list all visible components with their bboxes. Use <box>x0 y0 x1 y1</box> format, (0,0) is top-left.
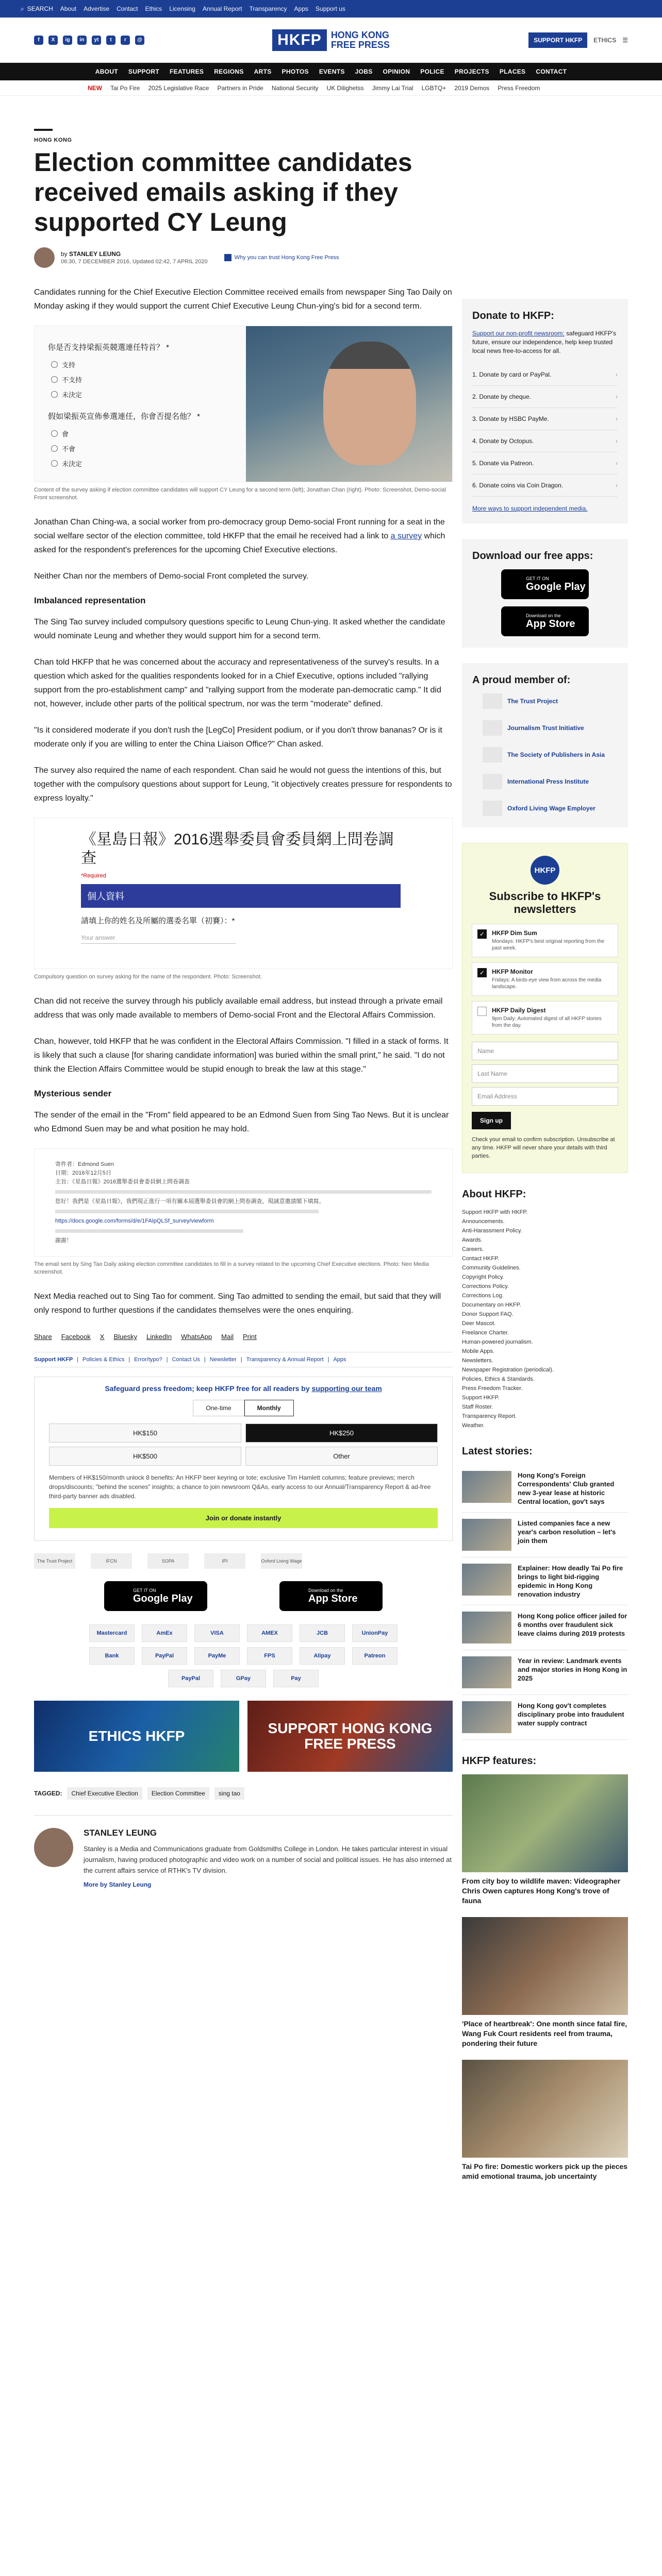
payment-logo: AmEx <box>142 1624 187 1642</box>
about-link[interactable]: Announcements. <box>462 1218 505 1225</box>
article-title: Election committee candidates received emails asking if they supported CY Leung <box>34 148 412 236</box>
payment-logo: AMEX <box>247 1624 292 1642</box>
checkbox-checked-icon[interactable]: ✓ <box>477 929 487 939</box>
donate-panel <box>462 299 628 523</box>
paragraph: The sender of the email in the "From" field appeared to be an Edmond Suen from Sing Tao News. But it is unclear who Edmond Suen may be and what position he may hold. <box>34 1111 449 1133</box>
donate-option[interactable]: 6. Donate coins via Coin Dragon. › <box>472 474 618 497</box>
feature-image <box>462 1774 628 1872</box>
share-facebook[interactable]: Facebook <box>61 1333 91 1341</box>
payment-logo: PayMe <box>194 1647 240 1665</box>
member-heading: A proud member of: <box>472 674 571 686</box>
about-link[interactable]: Newspaper Registration (periodical). <box>462 1367 554 1373</box>
search-icon: ⌕ <box>21 5 24 12</box>
nav-item[interactable]: CONTACT <box>536 68 567 75</box>
radio-icon <box>51 460 58 467</box>
last-name-input[interactable]: Last Name <box>472 1064 618 1083</box>
paragraph: Next Media reached out to Sing Tao for comment. Sing Tao admitted to sending the email, but said that they will only respond to further questions if the candidates themselves were the ones enquiring. <box>34 1292 441 1315</box>
about-link[interactable]: Support HKFP. <box>462 1395 500 1401</box>
trending-bar <box>0 80 662 96</box>
story-thumbnail <box>462 1612 511 1643</box>
about-link[interactable]: Support HKFP with HKFP. <box>462 1209 528 1215</box>
donate-options <box>472 364 618 497</box>
article-date: 06:30, 7 DECEMBER 2016, Updated 02:42, 7 APRIL 2020 <box>61 259 208 265</box>
newsletter-note: Check your email to confirm subscription. Unsubscribe at any time. HKFP will never share your details with third parties. <box>472 1137 615 1159</box>
utility-link[interactable]: About <box>60 5 77 12</box>
newsletter-logo: HKFP <box>531 856 559 885</box>
support-link[interactable]: Contact Us <box>172 1357 200 1363</box>
radio-icon <box>51 391 58 398</box>
paragraph: The Sing Tao survey included compulsory questions specific to Leung Chun-ying. It asked whether the candidate would nominate Leung and whether they would support him for a second term. <box>34 618 445 640</box>
nav-item[interactable]: EVENTS <box>319 68 345 75</box>
utility-links <box>60 5 345 12</box>
apps-panel <box>462 539 628 648</box>
donate-heading: Donate to HKFP: <box>472 310 554 321</box>
figure-caption: The email sent by Sing Tao Daily asking election committee candidates to fill in a survey related to the upcoming Chief Executive elections. Photo: Neo Media screenshot. <box>34 1261 429 1275</box>
nav-item[interactable]: OPINION <box>383 68 410 75</box>
google-play-button[interactable]: GET IT ON Google Play <box>104 1581 207 1611</box>
membership-panel <box>462 663 628 827</box>
app-store-row <box>34 1581 453 1611</box>
story-thumbnail <box>462 1471 511 1503</box>
payment-logo: Alipay <box>300 1647 345 1665</box>
portrait-subject <box>323 342 416 465</box>
latest-story[interactable]: Year in review: Landmark events and major stories in Hong Kong in 2025 <box>462 1650 628 1695</box>
more-ways-link[interactable]: More ways to support independent media. <box>472 505 588 512</box>
supporting-link[interactable]: supporting our team <box>311 1384 382 1393</box>
donate-option[interactable]: 3. Donate by HSBC PayMe. › <box>472 408 618 430</box>
sopa-logo[interactable]: SOPA <box>147 1553 189 1569</box>
email-input[interactable]: Email Address <box>472 1087 618 1106</box>
ifcn-logo[interactable]: IFCN <box>91 1553 132 1569</box>
tag[interactable]: Chief Executive Election <box>67 1787 142 1800</box>
paragraph: Candidates running for the Chief Executive Election Committee received emails from newspaper Sing Tao Daily on Monday asking if they would support the current Chief Executive Leung Chun-ying's bid for a second term. <box>34 288 452 311</box>
rss-icon[interactable]: r <box>121 36 130 45</box>
paragraph: Chan, however, told HKFP that he was confident in the Electoral Affairs Commission. "I filled in a stack of forms. It is likely that such a clause [for sharing candidate information] was buried within the small print," he said. "I do not think the Election Affairs Committee would be stupid enough to break the law at this stage." <box>34 1037 449 1074</box>
x-icon[interactable]: X <box>48 36 58 45</box>
about-link[interactable]: Human-powered journalism. <box>462 1339 533 1345</box>
utility-link[interactable]: Advertise <box>84 5 110 12</box>
trust-icon <box>224 254 231 261</box>
payment-logo: VISA <box>194 1624 240 1642</box>
payment-logo: JCB <box>300 1624 345 1642</box>
paragraph: Chan told HKFP that he was concerned about the accuracy and representativeness of the survey's results. In a question which asked for the qualities respondents looked for in a Chief Executive, options included "rallying support from the pro-establishment camp" and "rallying support from the moderate pan-democratic camp." It did not, however, include other parts of the political spectrum, nor was the term "moderate" defined. <box>34 658 441 708</box>
article-kicker[interactable]: HONG KONG <box>34 137 72 143</box>
author-name[interactable]: STANLEY LEUNG <box>69 250 121 258</box>
newsletter-signup <box>462 843 628 1173</box>
figure-caption: Compulsory question on survey asking for the name of the respondent. Photo: Screenshot. <box>34 974 262 980</box>
utility-link[interactable]: Transparency <box>249 5 287 12</box>
nav-item[interactable]: PHOTOS <box>282 68 309 75</box>
utility-link[interactable]: Apps <box>294 5 308 12</box>
donate-option[interactable]: 5. Donate via Patreon. › <box>472 452 618 474</box>
donate-widget <box>34 1377 453 1541</box>
paragraph: Jonathan Chan Ching-wa, a social worker from pro-democracy group Demo-social Front running for a seat in the social welfare sector of the election committee, told HKFP that the email he received had a link to a survey which asked for the respondent's preferences for the upcoming Chief Executive elections. <box>34 518 445 554</box>
author-name[interactable]: STANLEY LEUNG <box>84 1828 157 1838</box>
member-benefits: Members of HK$150/month unlock 8 benefits: An HKFP beer keyring or tote; exclusive Tim Hamlett columns; feature previews; merch drops/discounts; "behind the scenes" insights; a chance to join newsroom Q&As, early access to our Annual/Transparency Report & ad-free third-party banner ads disabled. <box>49 1474 431 1500</box>
trending-link[interactable]: 2019 Demos <box>454 84 490 92</box>
newsletter-heading: Subscribe to HKFP's newsletters <box>489 890 601 916</box>
latest-panel <box>462 1446 628 1740</box>
subheading: Mysterious sender <box>34 1089 112 1098</box>
nav-item[interactable]: SUPPORT <box>128 68 160 75</box>
nav-item[interactable]: REGIONS <box>214 68 244 75</box>
nav-item[interactable]: JOBS <box>355 68 373 75</box>
about-link[interactable]: Copyright Policy. <box>462 1274 504 1280</box>
utility-bar <box>0 0 662 18</box>
signup-button[interactable]: Sign up <box>472 1112 511 1129</box>
nav-item[interactable]: FEATURES <box>170 68 204 75</box>
about-heading: About HKFP: <box>462 1189 526 1200</box>
payment-logo: PayPal <box>168 1670 213 1687</box>
share-x[interactable]: X <box>100 1333 105 1341</box>
frequency-toggle <box>49 1400 438 1416</box>
social-links <box>34 36 189 45</box>
byline-text: by STANLEY LEUNG 06:30, 7 DECEMBER 2016, Updated 02:42, 7 APRIL 2020 <box>61 250 208 265</box>
newsletter-option[interactable]: ✓ HKFP Dim Sum Mondays: HKFP's best original reporting from the past week. <box>472 924 618 957</box>
author-bio: Stanley is a Media and Communications graduate from Goldsmiths College in London. He takes particular interest in visual journalism, having produced photographic and video work on a number of social and political issues. He has also interned at the current affairs service of RTHK's TV division. <box>84 1845 452 1874</box>
latest-story[interactable]: Explainer: How deadly Tai Po fire brings to light bid-rigging epidemic in Hong Kong renovation industry <box>462 1557 628 1605</box>
support-link[interactable]: Apps <box>333 1357 346 1363</box>
payment-methods <box>34 1624 453 1687</box>
about-link[interactable]: Press Freedom Tracker. <box>462 1385 523 1392</box>
survey-form-screenshot: 你是否支持梁振英競選連任特首？ * 支持 不支持 未決定 假如梁振英宣佈參選連任，你會否提名他？ * 會 不會 未決定 <box>35 326 246 482</box>
member-logo[interactable]: The Society of Publishers in Asia <box>483 747 618 762</box>
member-logo[interactable]: Oxford Living Wage Employer <box>483 801 618 816</box>
site-header <box>0 18 662 63</box>
feature-image <box>462 1917 628 2015</box>
share-mail[interactable]: Mail <box>221 1333 234 1341</box>
share-whatsapp[interactable]: WhatsApp <box>181 1333 212 1341</box>
one-time-option[interactable]: One-time <box>193 1400 244 1416</box>
email-screenshot: 寄件者：Edmond Suen 日期：2016年12月5日 主旨：《星島日報》2016選舉委員會委員網上問卷調查 您好！我們是《星島日報》，我們現正進行一項有關本屆選舉委員會的網上問卷調查，現誠意邀請閣下填寫。 https://docs.google.com/forms/d/e/1FAIpQLSf_survey/viewform 謝謝！ <box>34 1148 453 1257</box>
living-wage-logo[interactable]: Oxford Living Wage <box>261 1553 302 1569</box>
utility-link[interactable]: Licensing <box>169 5 195 12</box>
trust-project-logo[interactable]: The Trust Project <box>34 1553 75 1569</box>
payment-logo: FPS <box>247 1647 292 1665</box>
linkedin-icon[interactable]: in <box>77 36 87 45</box>
youtube-icon[interactable]: yt <box>92 36 101 45</box>
ethics-link[interactable]: ETHICS <box>593 36 617 44</box>
payment-logo: Bank <box>89 1647 135 1665</box>
paragraph: "Is it considered moderate if you don't rush the [LegCo] President podium, or if you don't throw bananas? Or is it moderate only if you are willing to enter the China Liaison Office?" Chan asked. <box>34 726 442 749</box>
donate-option[interactable]: 4. Donate by Octopus. › <box>472 430 618 452</box>
join-donate-button[interactable]: Join or donate instantly <box>49 1508 438 1528</box>
amount-option[interactable]: HK$500 <box>49 1447 241 1466</box>
ethics-banner[interactable]: ETHICS HKFP <box>34 1701 239 1772</box>
radio-icon <box>51 445 58 452</box>
support-link[interactable]: Support HKFP <box>34 1357 73 1363</box>
about-link[interactable]: Freelance Charter. <box>462 1330 509 1336</box>
story-thumbnail <box>462 1564 511 1596</box>
support-link[interactable]: Transparency & Annual Report <box>246 1357 324 1363</box>
radio-icon <box>51 430 58 437</box>
sidebar <box>462 299 628 2193</box>
utility-link[interactable]: Ethics <box>145 5 162 12</box>
share-print[interactable]: Print <box>242 1333 257 1341</box>
support-link[interactable]: Newsletter <box>209 1357 237 1363</box>
support-banner[interactable]: SUPPORT HONG KONG FREE PRESS <box>247 1701 453 1772</box>
more-by-author-link[interactable]: More by Stanley Leung <box>84 1881 152 1888</box>
donate-option[interactable]: 2. Donate by cheque. › <box>472 386 618 408</box>
payment-logo: Mastercard <box>89 1624 135 1642</box>
about-link[interactable]: Awards. <box>462 1237 483 1243</box>
story-thumbnail <box>462 1701 511 1733</box>
about-link[interactable]: Corrections Log. <box>462 1293 504 1299</box>
name-question-figure: 《星島日報》2016選舉委員會委員網上問卷調查 *Required 個人資料 請填上你的姓名及所屬的選委名單（初賽）：* Your answer <box>34 818 453 969</box>
latest-story[interactable]: Hong Kong's Foreign Correspondents' Club granted new 3-year lease at historic Central location, gov't says <box>462 1465 628 1513</box>
site-logo[interactable] <box>272 29 390 51</box>
author-card <box>34 1815 453 1888</box>
non-profit-link[interactable]: Support our non-profit newsroom: <box>472 330 565 337</box>
search-toggle[interactable]: ⌕ SEARCH <box>21 5 53 12</box>
trending-link[interactable]: Partners in Pride <box>217 84 263 92</box>
promo-banners <box>34 1701 453 1772</box>
payment-logo: GPay <box>221 1670 266 1687</box>
about-link[interactable]: Newsletters. <box>462 1358 493 1364</box>
trending-link[interactable]: UK Dilighetss <box>326 84 364 92</box>
app-store-button[interactable]: Download on the App Store <box>279 1581 383 1611</box>
share-linkedin[interactable]: LinkedIn <box>146 1333 172 1341</box>
utility-link[interactable]: Contact <box>117 5 138 12</box>
email-icon[interactable]: @ <box>135 36 144 45</box>
trending-link[interactable]: LGBTQ+ <box>421 84 446 92</box>
payment-logo: PayPal <box>142 1647 187 1665</box>
support-links: Support HKFP | Policies & Ethics | Error/typo? | Contact Us | Newsletter | Transparency & Annual Report | Apps <box>34 1352 453 1367</box>
nav-item[interactable]: ABOUT <box>95 68 118 75</box>
google-play-button[interactable]: GET IT ON Google Play <box>501 569 589 599</box>
main-nav <box>0 63 662 80</box>
member-logo[interactable]: The Trust Project <box>483 693 618 709</box>
tag-list <box>34 1787 453 1800</box>
checkbox-checked-icon[interactable]: ✓ <box>477 968 487 977</box>
logo-mark: HKFP <box>272 29 327 51</box>
trending-link[interactable]: Jimmy Lai Trial <box>372 84 413 92</box>
trending-link[interactable]: National Security <box>271 84 319 92</box>
support-link[interactable]: Error/typo? <box>134 1357 162 1363</box>
nav-item[interactable]: POLICE <box>420 68 444 75</box>
utility-link[interactable]: Support us <box>315 5 345 12</box>
about-link[interactable]: Transparency Report. <box>462 1413 517 1419</box>
first-name-input[interactable]: Name <box>472 1042 618 1060</box>
author-avatar[interactable] <box>34 1828 73 1867</box>
newsletter-option[interactable]: HKFP Daily Digest 9pm Daily: Automated digest of all HKFP stories from the day. <box>472 1001 618 1035</box>
radio-icon <box>51 376 58 383</box>
amount-options <box>49 1423 438 1466</box>
features-panel <box>462 1755 628 2181</box>
share-bluesky[interactable]: Bluesky <box>113 1333 137 1341</box>
member-logo[interactable]: Journalism Trust Initiative <box>483 720 618 736</box>
kicker-rule <box>34 129 53 131</box>
tag[interactable]: Election Committee <box>147 1787 209 1800</box>
amount-option[interactable]: HK$150 <box>49 1423 241 1443</box>
monthly-option[interactable]: Monthly <box>244 1400 294 1416</box>
trending-link[interactable]: Tai Po Fire <box>110 84 140 92</box>
about-link[interactable]: Community Guidelines. <box>462 1265 521 1271</box>
subheading: Imbalanced representation <box>34 596 146 605</box>
new-badge: NEW <box>88 84 102 92</box>
payment-logo: UnionPay <box>352 1624 398 1642</box>
story-thumbnail <box>462 1519 511 1551</box>
feature-story[interactable]: 'Place of heartbreak': One month since fatal fire, Wang Fuk Court residents reel from trauma, pondering their future <box>462 1917 628 2048</box>
paragraph: Chan did not receive the survey through his publicly available email address, but instead through a private email address that was only made available to members of Demo-social Front and the Electoral Affairs Commission. <box>34 997 443 1020</box>
about-link[interactable]: Corrections Policy. <box>462 1283 509 1290</box>
about-link[interactable]: Careers. <box>462 1246 484 1252</box>
share-bar <box>34 1333 453 1341</box>
byline <box>34 247 453 268</box>
about-link[interactable]: Policies, Ethics & Standards. <box>462 1376 535 1382</box>
about-panel <box>462 1189 628 1430</box>
menu-icon[interactable]: ☰ <box>622 36 628 44</box>
amount-option-selected[interactable]: HK$250 <box>245 1423 438 1443</box>
paragraph: The survey also required the name of each respondent. Chan said he would not guess the intentions of this, but together with the compulsory questions about support for Leung, "it objectively creates pressure for respondents to express loyalty." <box>34 766 452 803</box>
author-avatar[interactable] <box>34 247 55 268</box>
amount-option-other[interactable]: Other <box>245 1447 438 1466</box>
trust-logos <box>34 1553 453 1569</box>
trending-link[interactable]: 2025 Legislative Race <box>148 84 209 92</box>
utility-link[interactable]: Annual Report <box>202 5 242 12</box>
about-link[interactable]: Staff Roster. <box>462 1404 493 1410</box>
checkbox-unchecked-icon[interactable] <box>477 1007 487 1016</box>
latest-story[interactable]: Listed companies face a new year's carbon resolution – let's join them <box>462 1513 628 1557</box>
support-hkfp-button[interactable]: SUPPORT HKFP <box>528 32 587 48</box>
instagram-icon[interactable]: ig <box>63 36 72 45</box>
about-link[interactable]: Deer Mascot. <box>462 1320 496 1327</box>
feature-image <box>462 2060 628 2158</box>
about-link[interactable]: Donor Support FAQ. <box>462 1311 514 1317</box>
donate-heading: Safeguard press freedom; keep HKFP free for all readers by supporting our team <box>105 1384 382 1393</box>
apps-heading: Download our free apps: <box>472 550 593 562</box>
radio-icon <box>51 361 58 368</box>
feature-story[interactable]: From city boy to wildlife maven: Videographer Chris Owen captures Hong Kong's trove of fauna <box>462 1774 628 1906</box>
about-link[interactable]: Weather. <box>462 1422 485 1429</box>
donate-option[interactable]: 1. Donate by card or PayPal. › <box>472 364 618 386</box>
about-link[interactable]: Anti-Harassment Policy. <box>462 1228 522 1234</box>
payment-logo: Pay <box>273 1670 319 1687</box>
figure-caption: Content of the survey asking if election committee candidates will support CY Leung for a second term (left); Jonathan Chan (right). Photo: Screenshot, Demo-social Front screenshot. <box>34 487 446 501</box>
portrait-photo <box>246 326 452 482</box>
nav-item[interactable]: PROJECTS <box>454 68 489 75</box>
facebook-icon[interactable]: f <box>34 36 43 45</box>
member-logo[interactable]: International Press Institute <box>483 774 618 789</box>
app-store-button[interactable]: Download on the App Store <box>501 606 589 636</box>
latest-story[interactable]: Hong Kong police officer jailed for 6 months over fraudulent sick leave claims during 2019 protests <box>462 1605 628 1650</box>
donate-intro: Support our non-profit newsroom: safeguard HKFP's future, ensure our independence, help keep trusted local news free-to-access for all. <box>472 330 617 354</box>
paragraph: Neither Chan nor the members of Demo-social Front completed the survey. <box>34 572 309 581</box>
trust-link[interactable]: Why you can trust Hong Kong Free Press <box>224 254 339 261</box>
latest-heading: Latest stories: <box>462 1446 533 1457</box>
nav-item[interactable]: ARTS <box>254 68 272 75</box>
tags-label: TAGGED: <box>34 1790 62 1797</box>
share-label: Share <box>34 1333 52 1341</box>
newsletter-option[interactable]: ✓ HKFP Monitor Fridays: A birds-eye view from across the media landscape. <box>472 962 618 996</box>
tag[interactable]: sing tao <box>214 1787 244 1800</box>
support-link[interactable]: Policies & Ethics <box>82 1357 125 1363</box>
article <box>34 129 453 1888</box>
trending-link[interactable]: Press Freedom <box>498 84 540 92</box>
about-link[interactable]: Mobile Apps. <box>462 1348 494 1354</box>
ipi-logo[interactable]: IPI <box>204 1553 245 1569</box>
latest-story[interactable]: Hong Kong gov't completes disciplinary probe into fraudulent water supply contract <box>462 1695 628 1740</box>
nav-item[interactable]: PLACES <box>499 68 526 75</box>
features-heading: HKFP features: <box>462 1755 537 1767</box>
feature-story[interactable]: Tai Po fire: Domestic workers pick up the pieces amid emotional trauma, job uncertainty <box>462 2060 628 2181</box>
story-thumbnail <box>462 1656 511 1688</box>
header-actions <box>473 32 628 48</box>
about-link[interactable]: Contact HKFP. <box>462 1256 499 1262</box>
survey-link[interactable]: a survey <box>390 532 422 540</box>
logo-words: HONG KONG FREE PRESS <box>330 29 390 50</box>
payment-logo: Patreon <box>352 1647 398 1665</box>
telegram-icon[interactable]: t <box>106 36 115 45</box>
survey-figure <box>34 326 453 482</box>
about-link[interactable]: Documentary on HKFP. <box>462 1302 521 1308</box>
